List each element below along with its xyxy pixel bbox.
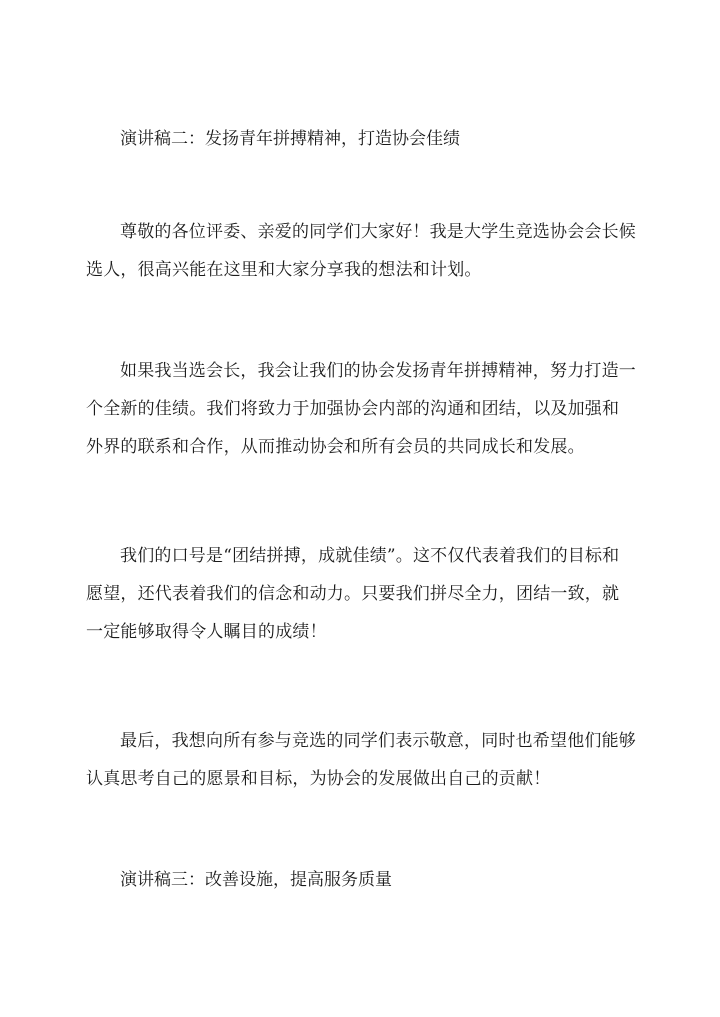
paragraph-closing: 最后，我想向所有参与竞选的同学们表示敬意，同时也希望他们能够认真思考自己的愿景和目标，为协会的发展做出自己的贡献！ <box>86 731 636 789</box>
section-heading-speech-3: 演讲稿三：改善设施，提高服务质量 <box>120 870 392 890</box>
paragraph-slogan: 我们的口号是“团结拼搏，成就佳绩”。这不仅代表着我们的目标和愿望，还代表着我们的信念和动力。只要我们拼尽全力，团结一致，就一定能够取得令人瞩目的成绩！ <box>86 546 620 642</box>
section-heading-speech-2: 演讲稿二：发扬青年拼搏精神，打造协会佳绩 <box>120 129 460 149</box>
paragraph-plan: 如果我当选会长，我会让我们的协会发扬青年拼搏精神，努力打造一个全新的佳绩。我们将致力于加强协会内部的沟通和团结，以及加强和外界的联系和合作，从而推动协会和所有会员的共同成长和发展。 <box>86 361 636 457</box>
paragraph-greeting: 尊敬的各位评委、亲爱的同学们大家好！我是大学生竞选协会会长候选人，很高兴能在这里和大家分享我的想法和计划。 <box>86 222 636 280</box>
